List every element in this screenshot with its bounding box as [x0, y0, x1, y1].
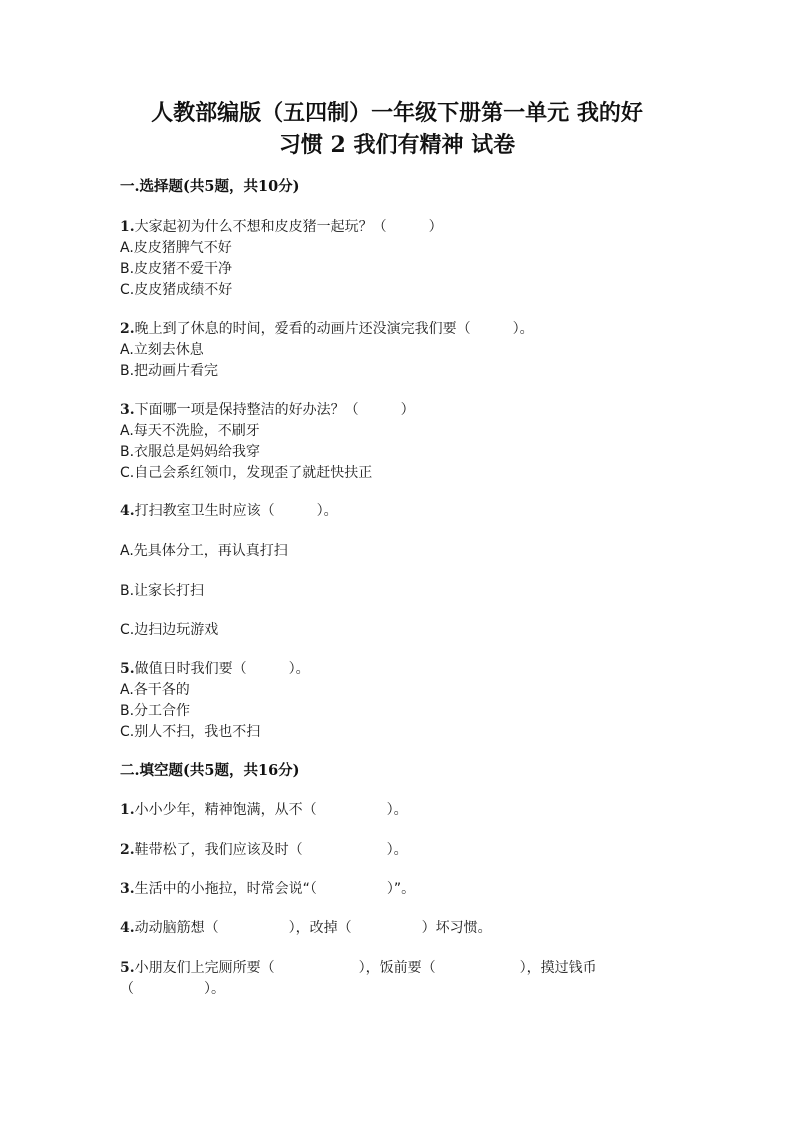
question-stem: [120, 659, 310, 679]
question-number: 4.: [120, 920, 135, 936]
question-number: 3.: [120, 881, 135, 897]
answer-option: B.皮皮猪不爱干净: [120, 261, 233, 277]
question-text: 小小少年，精神饱满，从不（ ）。: [134, 802, 408, 818]
section-heading-multiple-choice: 一.选择题(共5题，共10分): [120, 178, 300, 195]
question-text: 大家起初为什么不想和皮皮猪一起玩？（ ）: [134, 219, 443, 235]
question-text: 打扫教室卫生时应该（ ）。: [134, 503, 338, 519]
question-text: 晚上到了休息的时间，爱看的动画片还没演完我们要（ ）。: [134, 321, 534, 337]
section-heading-fill-in-blank: 二.填空题(共5题，共16分): [120, 762, 300, 779]
question-stem: [120, 319, 534, 339]
answer-option: C.自己会系红领巾，发现歪了就赶快扶正: [120, 465, 373, 481]
question-stem: [120, 918, 492, 938]
answer-option: A.先具体分工，再认真打扫: [120, 543, 288, 559]
question-number: 2.: [120, 842, 135, 858]
question-stem: [120, 840, 408, 860]
question-stem: [120, 217, 443, 237]
answer-option: B.把动画片看完: [120, 363, 219, 379]
question-stem: [120, 800, 408, 820]
question-stem: [120, 879, 415, 899]
question-number: 2.: [120, 321, 135, 337]
question-text: 小朋友们上完厕所要（ ），饭前要（ ），摸过钱币: [134, 960, 597, 976]
question-text: 做值日时我们要（ ）。: [134, 661, 310, 677]
question-number: 1.: [120, 219, 135, 235]
answer-option: C.皮皮猪成绩不好: [120, 282, 233, 298]
answer-option: B.让家长打扫: [120, 583, 205, 599]
question-text: 生活中的小拖拉，时常会说“（ ）”。: [134, 881, 416, 897]
answer-option: B.分工合作: [120, 703, 191, 719]
question-number: 3.: [120, 402, 135, 418]
answer-option: A.皮皮猪脾气不好: [120, 240, 232, 256]
question-text: 动动脑筋想（ ），改掉（ ）坏习惯。: [134, 920, 492, 936]
question-stem: [120, 958, 597, 978]
answer-option: A.立刻去休息: [120, 342, 204, 358]
exam-title-line-1: 人教部编版（五四制）一年级下册第一单元 我的好: [151, 100, 643, 126]
answer-option: C.别人不扫，我也不扫: [120, 724, 261, 740]
question-text: 下面哪一项是保持整洁的好办法？（ ）: [134, 402, 415, 418]
answer-option: B.衣服总是妈妈给我穿: [120, 444, 261, 460]
question-number: 4.: [120, 503, 135, 519]
answer-option: A.各干各的: [120, 682, 190, 698]
question-number: 5.: [120, 661, 135, 677]
question-text: 鞋带松了，我们应该及时（ ）。: [134, 842, 408, 858]
question-stem: [120, 400, 415, 420]
question-stem-continuation: （ ）。: [120, 981, 225, 997]
question-number: 1.: [120, 802, 135, 818]
question-stem: [120, 501, 338, 521]
exam-title-line-2: 习惯 2 我们有精神 试卷: [278, 132, 516, 158]
answer-option: A.每天不洗脸，不刷牙: [120, 423, 260, 439]
question-number: 5.: [120, 960, 135, 976]
answer-option: C.边扫边玩游戏: [120, 622, 219, 638]
